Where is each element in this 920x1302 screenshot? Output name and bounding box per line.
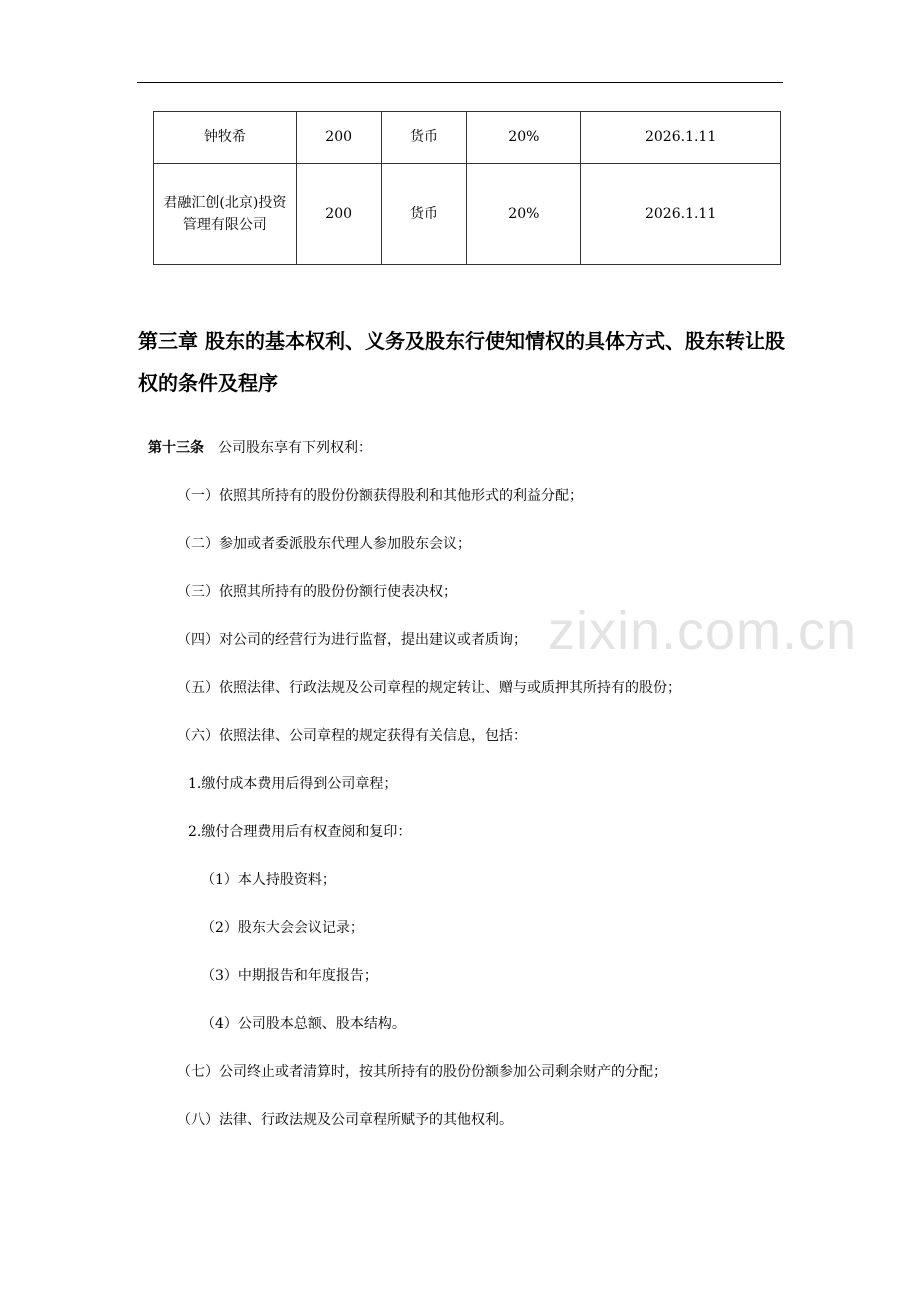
list-item: （七）公司终止或者清算时，按其所持有的股份份额参加公司剩余财产的分配； <box>177 1064 667 1080</box>
article-label: 第十三条 <box>148 440 204 456</box>
shareholder-name-cell: 君融汇创(北京)投资管理有限公司 <box>154 163 297 264</box>
contribution-method-cell: 货币 <box>381 163 467 264</box>
contribution-method-cell: 货币 <box>381 112 467 164</box>
shareholder-table <box>153 111 781 265</box>
article-text: 公司股东享有下列权利： <box>218 440 372 456</box>
table-row <box>154 112 781 164</box>
header-rule <box>137 82 783 83</box>
contribution-amount-cell: 200 <box>296 112 381 164</box>
watermark: zixin.com.cn <box>548 601 858 661</box>
list-item: （1）本人持股资料； <box>201 872 336 888</box>
article-heading <box>148 436 372 460</box>
list-item: （2）股东大会会议记录； <box>201 920 364 936</box>
list-item: 1.缴付成本费用后得到公司章程； <box>188 776 398 792</box>
share-ratio-cell: 20% <box>467 112 581 164</box>
list-item: （三）依照其所持有的股份份额行使表决权； <box>177 584 457 600</box>
list-item: （一）依照其所持有的股份份额获得股利和其他形式的利益分配； <box>177 488 583 504</box>
list-item: （3）中期报告和年度报告； <box>201 968 378 984</box>
list-item: （四）对公司的经营行为进行监督，提出建议或者质询； <box>177 632 527 648</box>
list-item: 2.缴付合理费用后有权查阅和复印： <box>188 824 412 840</box>
table-row <box>154 163 781 264</box>
shareholder-name-cell: 钟牧希 <box>154 112 297 164</box>
list-item: （八）法律、行政法规及公司章程所赋予的其他权利。 <box>177 1112 513 1128</box>
list-item: （二）参加或者委派股东代理人参加股东会议； <box>177 536 471 552</box>
contribution-amount-cell: 200 <box>296 163 381 264</box>
list-item: （4）公司股本总额、股本结构。 <box>201 1016 406 1032</box>
contribution-date-cell: 2026.1.11 <box>581 112 781 164</box>
share-ratio-cell: 20% <box>467 163 581 264</box>
chapter-title: 第三章 股东的基本权利、义务及股东行使知情权的具体方式、股东转让股权的条件及程序 <box>138 329 785 395</box>
contribution-date-cell: 2026.1.11 <box>581 163 781 264</box>
list-item: （六）依照法律、公司章程的规定获得有关信息，包括： <box>177 728 527 744</box>
list-item: （五）依照法律、行政法规及公司章程的规定转让、赠与或质押其所持有的股份； <box>177 680 681 696</box>
